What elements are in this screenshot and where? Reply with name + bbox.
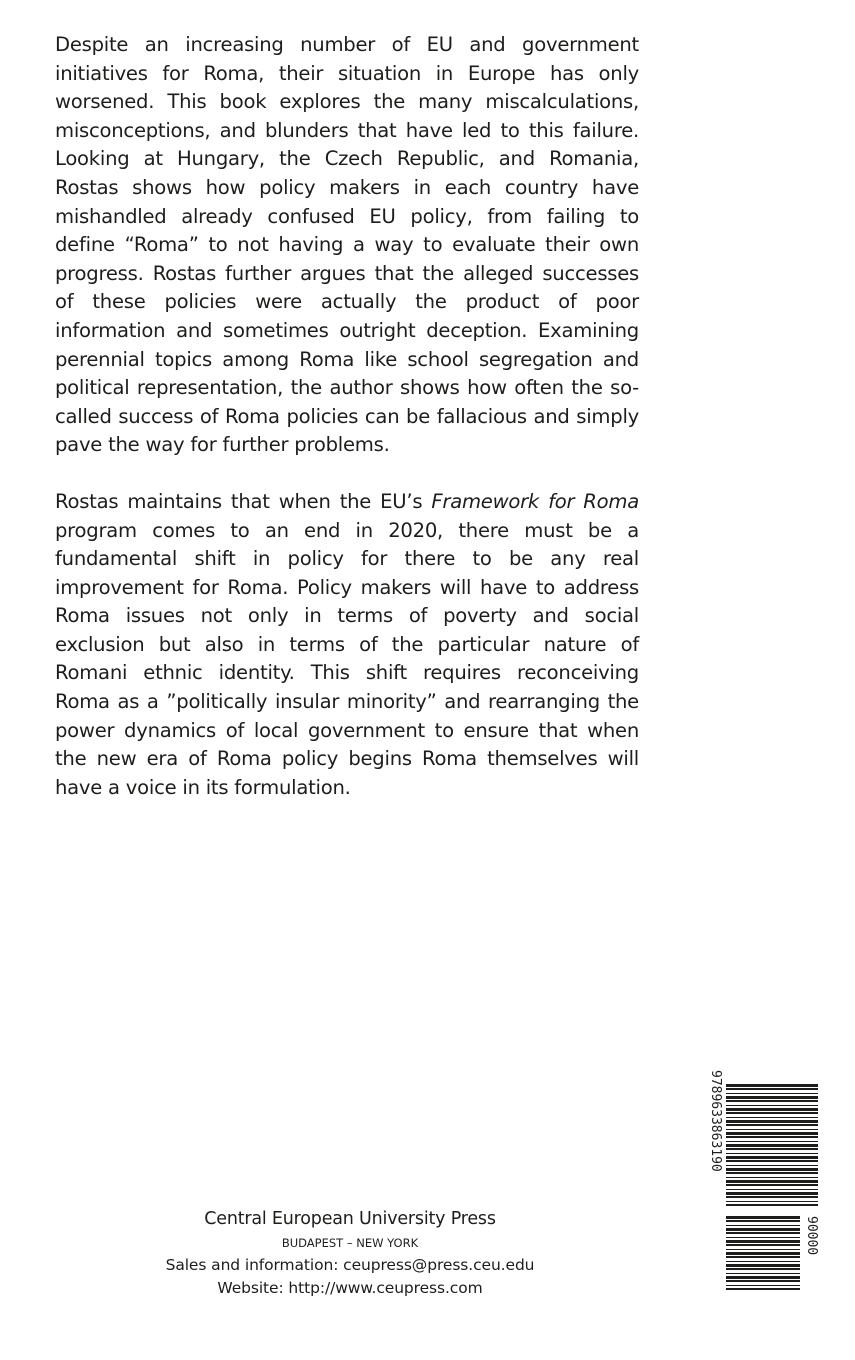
barcode-bar: [726, 1136, 818, 1138]
blurb-paragraph-2-end: program comes to an end in 2020, there must be a fundamental shift in policy for there to be any real improvement for Roma. Policy makers will have to address Roma issues not only in terms of poverty and social exclusion but also in terms of the particular nature of Romani ethnic identity. This shift requires reconceiving Roma as a ”politically insular minority” and rearranging the power dynamics of local government to ensure that when the new era of Roma policy begins Roma themselves will have a voice in its formulation.: [55, 518, 639, 799]
barcode-bar: [726, 1112, 818, 1114]
barcode-bar: [726, 1100, 818, 1102]
barcode-bar: [726, 1189, 818, 1190]
barcode-bar: [726, 1132, 818, 1135]
barcode-bar: [726, 1240, 800, 1243]
blurb-paragraph-1: Despite an increasing number of EU and government initiatives for Roma, their situation in Europe has only worsened. This book explores the many miscalculations, misconceptions, and blunders that have led to this failure. Looking at Hungary, the Czech Republic, and Romania, Rostas shows how policy makers in each country have mishandled already confused EU policy, from failing to define “Roma” to not having a way to evaluate their own progress. Rostas further argues that the alleged successes of these policies were actually the product of poor information and sometimes outright deception. Examining perennial topics among Roma like school segregation and political representation, the author shows how often the so-called success of Roma policies can be fallacious and simply pave the way for further problems.: [55, 33, 639, 457]
publisher-website: Website: http://www.ceupress.com: [217, 1279, 483, 1297]
barcode-bar: [726, 1268, 800, 1270]
barcode-bar: [726, 1168, 818, 1171]
barcode-bar: [726, 1285, 800, 1286]
barcode-bar: [726, 1216, 800, 1219]
barcode-bar: [726, 1256, 800, 1258]
barcode-bar: [726, 1120, 818, 1123]
barcode-bar: [726, 1177, 818, 1178]
barcode-bar: [726, 1192, 818, 1195]
barcode-bar: [726, 1144, 818, 1147]
barcode-addon-number: 90000: [804, 1216, 819, 1256]
barcode-bar: [726, 1244, 800, 1246]
isbn-barcode: [708, 1068, 820, 1292]
barcode-bar: [726, 1196, 818, 1198]
barcode-bar: [726, 1204, 818, 1206]
isbn-number: 9789633863190: [708, 1070, 723, 1172]
barcode-bar: [726, 1096, 818, 1099]
sales-contact: Sales and information: ceupress@press.ceu.edu: [165, 1256, 535, 1274]
barcode-bar: [726, 1105, 818, 1106]
barcode-bar: [726, 1252, 800, 1255]
barcode-bar: [726, 1280, 800, 1282]
barcode-bar: [726, 1273, 800, 1274]
barcode-bar: [726, 1228, 800, 1231]
publisher-name: Central European University Press: [204, 1209, 496, 1229]
barcode-bar: [726, 1232, 800, 1234]
barcode-main-bars: [726, 1084, 818, 1206]
barcode-bar: [726, 1117, 818, 1118]
barcode-bar: [726, 1084, 818, 1087]
barcode-bar: [726, 1148, 818, 1150]
publisher-block: [150, 1206, 550, 1300]
framework-title: Framework for Roma: [431, 489, 640, 513]
blurb-paragraph-2-start: Rostas maintains that when the EU’s: [55, 489, 432, 513]
barcode-graphic: [708, 1068, 820, 1292]
barcode-addon-bars: [726, 1216, 800, 1290]
barcode-bar: [726, 1108, 818, 1111]
barcode-bar: [726, 1220, 800, 1222]
back-cover-blurb: [55, 31, 639, 802]
barcode-bar: [726, 1276, 800, 1279]
barcode-bar: [726, 1093, 818, 1094]
barcode-bar: [726, 1141, 818, 1142]
barcode-bar: [726, 1261, 800, 1262]
barcode-bar: [726, 1129, 818, 1130]
barcode-bar: [726, 1288, 800, 1290]
barcode-bar: [726, 1153, 818, 1154]
barcode-bar: [726, 1237, 800, 1238]
barcode-bar: [726, 1124, 818, 1126]
publisher-cities: BUDAPEST – NEW YORK: [281, 1236, 419, 1250]
barcode-bar: [726, 1184, 818, 1186]
barcode-bar: [726, 1225, 800, 1226]
barcode-bar: [726, 1088, 818, 1090]
barcode-bar: [726, 1264, 800, 1267]
barcode-bar: [726, 1249, 800, 1250]
barcode-bar: [726, 1201, 818, 1202]
barcode-bar: [726, 1180, 818, 1183]
barcode-bar: [726, 1160, 818, 1162]
barcode-bar: [726, 1165, 818, 1166]
blurb-paragraph-2: [55, 488, 639, 803]
barcode-bar: [726, 1156, 818, 1159]
barcode-bar: [726, 1172, 818, 1174]
